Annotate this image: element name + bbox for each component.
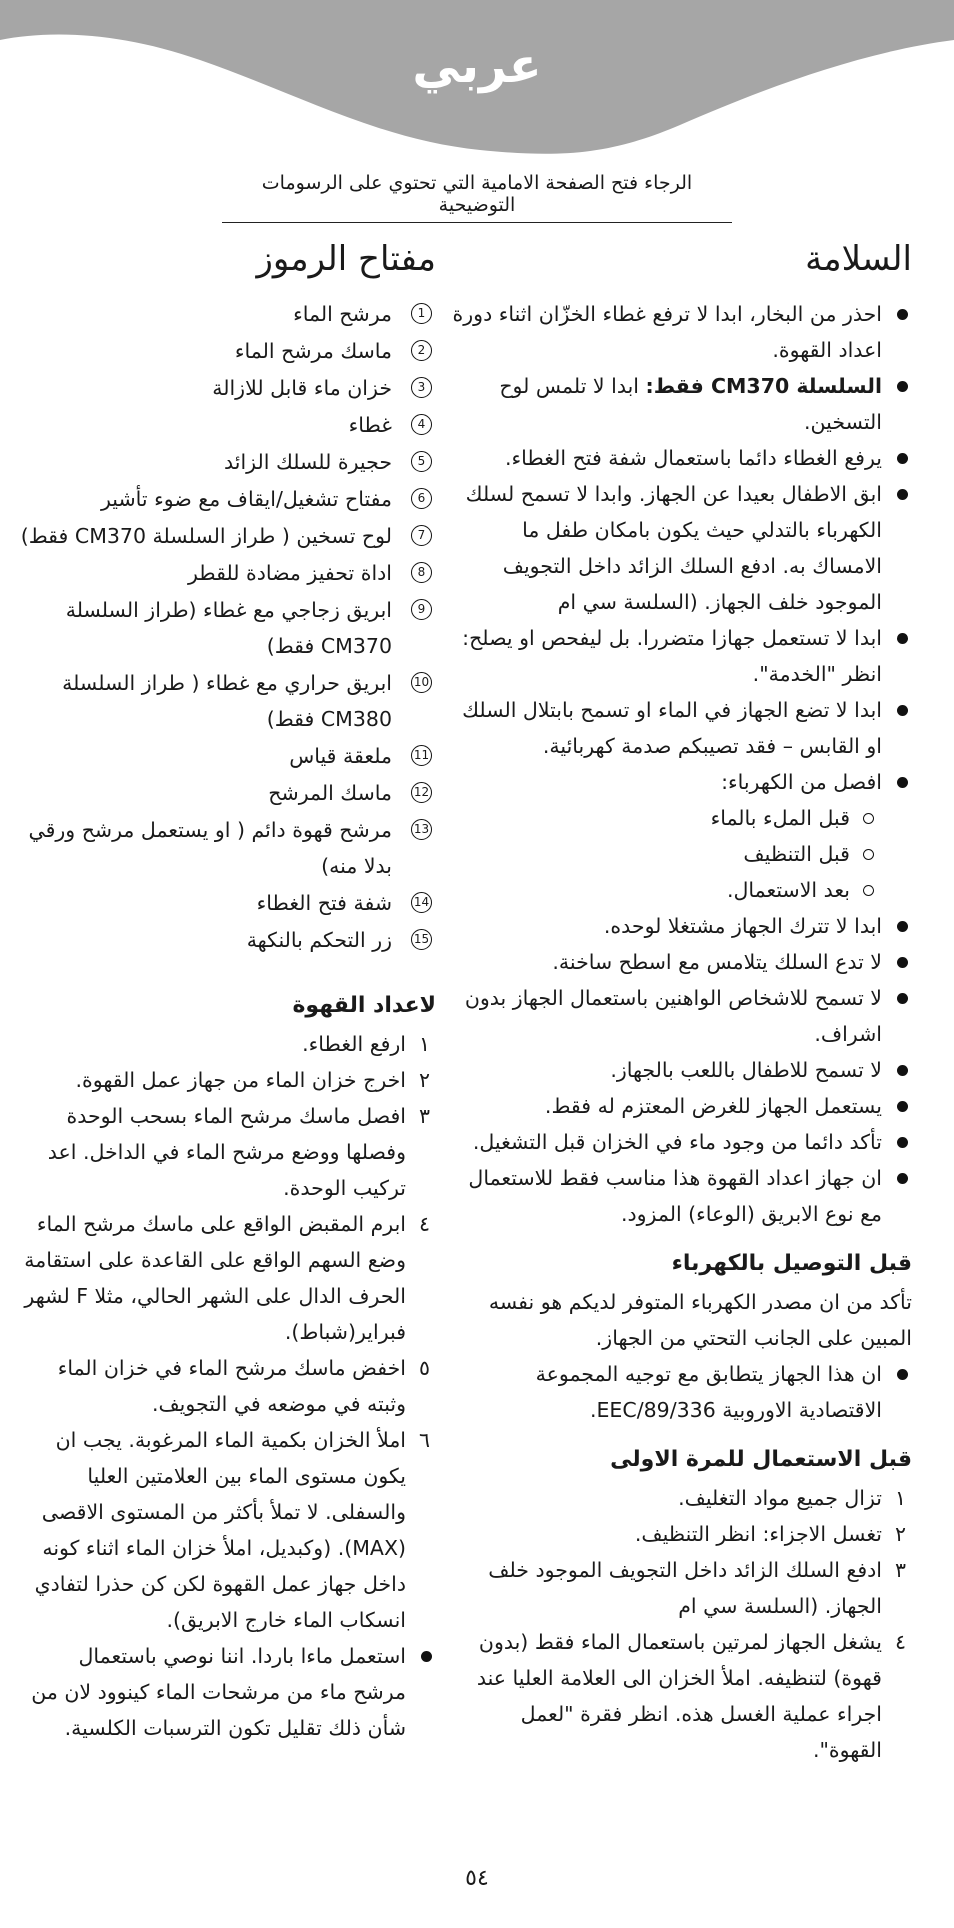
key-number-badge: 6 [411, 488, 432, 509]
safety-item: لا تدع السلك يتلامس مع اسطح ساخنة. [452, 944, 912, 980]
unplug-sublist [452, 800, 912, 908]
key-number-badge: 3 [411, 377, 432, 398]
first-use-steps [452, 1480, 912, 1768]
step-number: ٥ [418, 1356, 430, 1380]
key-number-badge: 4 [411, 414, 432, 435]
before-plugging-item: ان هذا الجهاز يتطابق مع توجيه المجموعة الاقتصادية الاوروبية 89/336/EEC. [452, 1356, 912, 1428]
safety-item: ابدا لا تستعمل جهازا متضررا. بل ليفحص او يصلح: انظر "الخدمة". [452, 620, 912, 692]
safety-bold-prefix: السلسلة CM370 فقط: [645, 374, 882, 398]
key-item: 3 خزان ماء قابل للازالة [20, 370, 436, 406]
key-number-badge: 12 [411, 782, 432, 803]
unplug-subitem: قبل الملء بالماء [452, 800, 912, 836]
key-item: 14 شفة فتح الغطاء [20, 885, 436, 921]
key-number-badge: 7 [411, 525, 432, 546]
safety-item: تأكد دائما من وجود ماء في الخزان قبل التشغيل. [452, 1124, 912, 1160]
key-number-badge: 15 [411, 929, 432, 950]
before-plugging-heading: قبل التوصيل بالكهرباء [671, 1251, 912, 1276]
key-item: 10 ابريق حراري مع غطاء ( طراز السلسلة CM380 فقط) [20, 665, 436, 737]
key-item: 5 حجيرة للسلك الزائد [20, 444, 436, 480]
step-number: ٢ [894, 1522, 906, 1546]
key-item: 15 زر التحكم بالنكهة [20, 922, 436, 958]
safety-item: لا تسمح للاشخاص الواهنين باستعمال الجهاز بدون اشراف. [452, 980, 912, 1052]
safety-item: افصل من الكهرباء: قبل الملء بالماء قبل التنظيف بعد الاستعمال. [452, 764, 912, 908]
key-number-badge: 11 [411, 745, 432, 766]
key-number-badge: 1 [411, 303, 432, 324]
safety-item: يرفع الغطاء دائما باستعمال شفة فتح الغطاء. [452, 440, 912, 476]
first-use-step: ١ تزال جميع مواد التغليف. [452, 1480, 912, 1516]
key-item: 1 مرشح الماء [20, 296, 436, 332]
coffee-step: ٤ ابرم المقبض الواقع على ماسك مرشح الماء وضع السهم الواقع على القاعدة على استقامة الحرف الدال على الشهر الحالي، مثلا F لشهر فبراير(شباط). [20, 1206, 436, 1350]
key-heading: مفتاح الرموز [256, 239, 436, 279]
safety-item: ابدا لا تضع الجهاز في الماء او تسمح بابتلال السلك او القابس – فقد تصيبكم صدمة كهربائية. [452, 692, 912, 764]
safety-item: احذر من البخار، ابدا لا ترفع غطاء الخزّان اثناء دورة اعداد القهوة. [452, 296, 912, 368]
key-number-badge: 13 [411, 819, 432, 840]
key-number-badge: 10 [411, 672, 432, 693]
key-number-badge: 8 [411, 562, 432, 583]
key-item: 8 اداة تحفيز مضادة للقطر [20, 555, 436, 591]
key-item: 12 ماسك المرشح [20, 775, 436, 811]
coffee-step: ٢ اخرج خزان الماء من جهاز عمل القهوة. [20, 1062, 436, 1098]
before-plugging-list [452, 1356, 912, 1428]
coffee-steps [20, 1026, 436, 1638]
unplug-subitem: قبل التنظيف [452, 836, 912, 872]
first-use-heading: قبل الاستعمال للمرة الاولى [610, 1447, 912, 1472]
step-number: ١ [894, 1486, 906, 1510]
left-column [0, 234, 436, 1746]
key-number-badge: 9 [411, 599, 432, 620]
key-number-badge: 14 [411, 892, 432, 913]
coffee-step: ٥ اخفض ماسك مرشح الماء في خزان الماء وثبته في موضعه في التجويف. [20, 1350, 436, 1422]
step-number: ٤ [894, 1630, 906, 1654]
key-item: 9 ابريق زجاجي مع غطاء (طراز السلسلة CM370 فقط) [20, 592, 436, 664]
safety-list [452, 296, 912, 1232]
key-item: 2 ماسك مرشح الماء [20, 333, 436, 369]
key-item: 4 غطاء [20, 407, 436, 443]
safety-item: يستعمل الجهاز للغرض المعتزم له فقط. [452, 1088, 912, 1124]
first-use-step: ٣ ادفع السلك الزائد داخل التجويف الموجود خلف الجهاز. (السلسة سي ام [452, 1552, 912, 1624]
safety-item: لا تسمح للاطفال باللعب بالجهاز. [452, 1052, 912, 1088]
safety-item: السلسلة CM370 فقط: ابدا لا تلمس لوح التسخين. [452, 368, 912, 440]
step-number: ٤ [418, 1212, 430, 1236]
illustration-note: الرجاء فتح الصفحة الامامية التي تحتوي على الرسومات التوضيحية [222, 172, 732, 223]
step-number: ١ [418, 1032, 430, 1056]
key-item: 7 لوح تسخين ( طراز السلسلة CM370 فقط) [20, 518, 436, 554]
step-number: ٢ [418, 1068, 430, 1092]
step-number: ٦ [418, 1428, 430, 1452]
coffee-step: ٦ املأ الخزان بكمية الماء المرغوبة. يجب ان يكون مستوى الماء بين العلامتين العليا والسفلى. لا تملأ بأكثر من المستوى الاقصى (MAX). (وكبديل، املأ خزان الماء اثناء كونه داخل جهاز عمل القهوة لكن كن حذرا لتفادي انسكاب الماء خارج الابريق). [20, 1422, 436, 1638]
coffee-bullet: استعمل ماءا باردا. اننا نوصي باستعمال مرشح ماء من مرشحات الماء كينوود لان من شأن ذلك تقليل تكون الترسبات الكلسية. [20, 1638, 436, 1746]
step-number: ٣ [894, 1558, 906, 1582]
step-number: ٣ [418, 1104, 430, 1128]
coffee-step: ٣ افصل ماسك مرشح الماء بسحب الوحدة وفصلها ووضع مرشح الماء في الداخل. اعد تركيب الوحدة. [20, 1098, 436, 1206]
unplug-subitem: بعد الاستعمال. [452, 872, 912, 908]
key-number-badge: 5 [411, 451, 432, 472]
coffee-bullet-list [20, 1638, 436, 1746]
first-use-step: ٤ يشغل الجهاز لمرتين باستعمال الماء فقط (بدون قهوة) لتنظيفه. املأ الخزان الى العلامة العليا عند اجراء عملية الغسل هذه. انظر فقرة "لعمل القهوة". [452, 1624, 912, 1768]
right-column [452, 234, 912, 1768]
safety-heading: السلامة [805, 239, 912, 279]
safety-item: ابق الاطفال بعيدا عن الجهاز. وابدا لا تسمح لسلك الكهرباء بالتدلي حيث يكون بامكان طفل ما الامساك به. ادفع السلك الزائد داخل التجويف الموجود خلف الجهاز. (السلسة سي ام [452, 476, 912, 620]
coffee-step: ١ ارفع الغطاء. [20, 1026, 436, 1062]
safety-item: ان جهاز اعداد القهوة هذا مناسب فقط للاستعمال مع نوع الابريق (الوعاء) المزود. [452, 1160, 912, 1232]
coffee-heading: لاعداد القهوة [292, 993, 436, 1018]
key-item: 6 مفتاح تشغيل/ايقاف مع ضوء تأشير [20, 481, 436, 517]
before-plugging-text: تأكد من ان مصدر الكهرباء المتوفر لديكم هو نفسه المبين على الجانب التحتي من الجهاز. [488, 1290, 912, 1350]
safety-item: ابدا لا تترك الجهاز مشتغلا لوحده. [452, 908, 912, 944]
key-number-badge: 2 [411, 340, 432, 361]
key-item: 11 ملعقة قياس [20, 738, 436, 774]
key-list [20, 296, 436, 958]
language-title: عربي [412, 38, 542, 94]
page-number: ٥٤ [465, 1866, 489, 1891]
first-use-step: ٢ تغسل الاجزاء: انظر التنظيف. [452, 1516, 912, 1552]
key-item: 13 مرشح قهوة دائم ( او يستعمل مرشح ورقي بدلا منه) [20, 812, 436, 884]
